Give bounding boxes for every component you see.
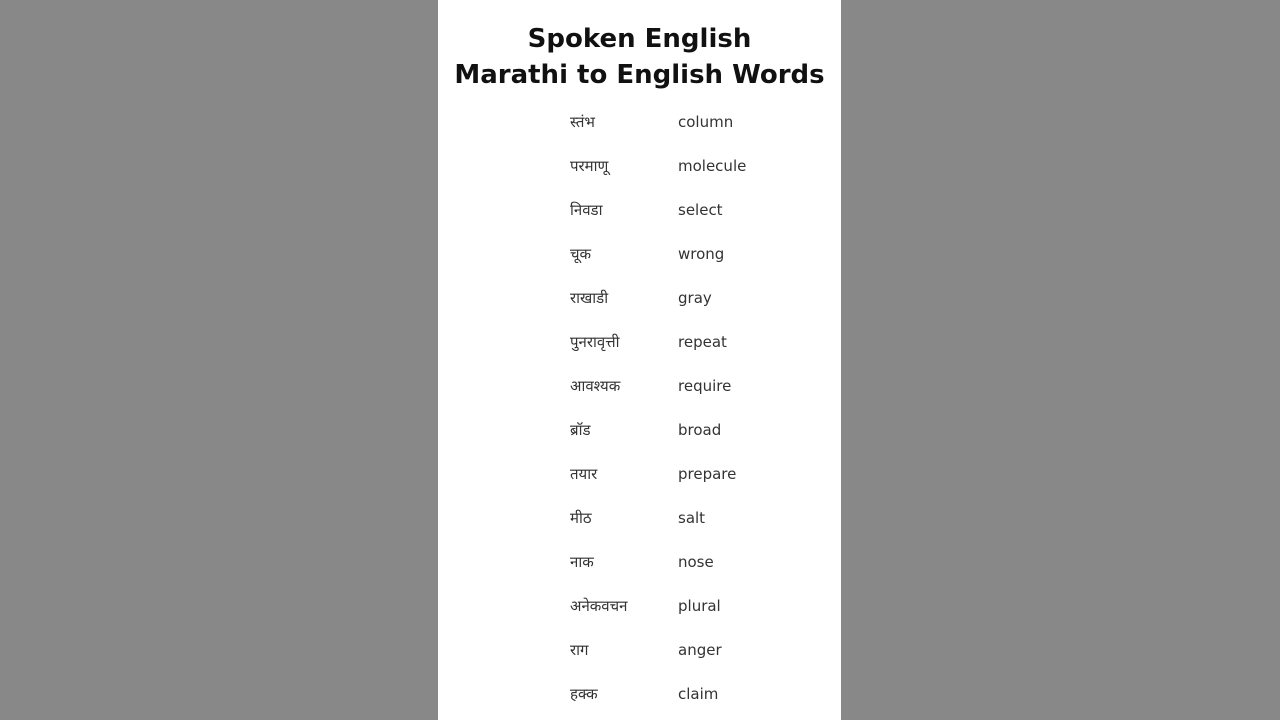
marathi-word: नाक [570, 553, 594, 571]
english-word: broad [678, 421, 722, 439]
marathi-word: आवश्यक [570, 377, 621, 395]
english-word: gray [678, 289, 712, 307]
word-row [438, 192, 841, 236]
word-row [438, 588, 841, 632]
word-row [438, 632, 841, 676]
marathi-word: तयार [570, 465, 598, 483]
marathi-word: पुनरावृत्ती [570, 333, 620, 351]
word-row [438, 412, 841, 456]
word-row [438, 676, 841, 720]
marathi-word: चूक [570, 245, 592, 263]
marathi-word: निवडा [570, 201, 603, 219]
word-row [438, 544, 841, 588]
english-word: prepare [678, 465, 737, 483]
english-word: repeat [678, 333, 727, 351]
english-word: select [678, 201, 723, 219]
marathi-word: स्तंभ [570, 113, 595, 131]
word-row [438, 324, 841, 368]
marathi-word: राखाडी [570, 289, 609, 307]
english-word: molecule [678, 157, 747, 175]
word-row [438, 148, 841, 192]
english-word: column [678, 113, 734, 131]
english-word: claim [678, 685, 719, 703]
english-word: plural [678, 597, 721, 615]
word-row [438, 368, 841, 412]
english-word: salt [678, 509, 706, 527]
word-row [438, 104, 841, 148]
title-line-2: Marathi to English Words [454, 60, 825, 90]
word-row [438, 500, 841, 544]
word-row [438, 236, 841, 280]
word-row [438, 456, 841, 500]
english-word: wrong [678, 245, 725, 263]
marathi-word: राग [570, 641, 589, 659]
marathi-word: ब्रॉड [570, 421, 591, 439]
title-line-1: Spoken English [527, 24, 752, 54]
english-word: require [678, 377, 732, 395]
marathi-word: परमाणू [570, 157, 609, 175]
marathi-word: हक्क [570, 685, 598, 703]
content-card [438, 0, 841, 720]
word-row [438, 280, 841, 324]
word-list [438, 104, 841, 720]
marathi-word: अनेकवचन [570, 597, 628, 615]
english-word: anger [678, 641, 722, 659]
marathi-word: मीठ [570, 509, 592, 527]
english-word: nose [678, 553, 714, 571]
